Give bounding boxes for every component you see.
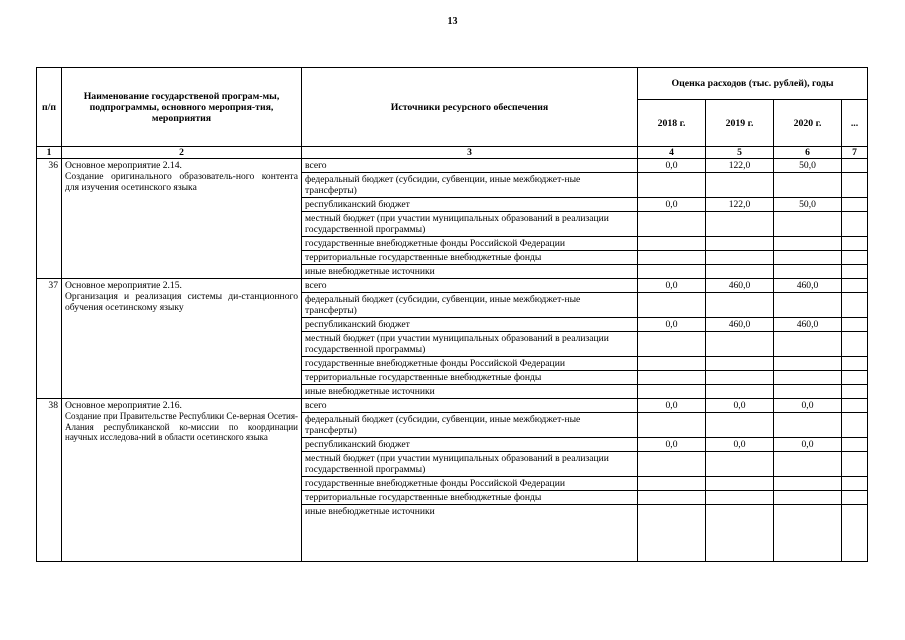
funding-source: территориальные государственные внебюджетные фонды (302, 251, 638, 265)
activity-name-cell (62, 159, 302, 279)
index-cell: 4 (638, 147, 706, 159)
funding-source: местный бюджет (при участии муниципальных образований в реализации государственной программы) (302, 452, 638, 477)
amount-cell (706, 293, 774, 318)
amount-cell (774, 371, 842, 385)
amount-cell (774, 332, 842, 357)
index-cell: 3 (302, 147, 638, 159)
funding-source: федеральный бюджет (субсидии, субвенции, иные межбюджет-ные трансферты) (302, 413, 638, 438)
amount-cell: 460,0 (706, 318, 774, 332)
amount-cell: 0,0 (706, 438, 774, 452)
funding-source: республиканский бюджет (302, 318, 638, 332)
index-cell: 1 (37, 147, 62, 159)
amount-cell (842, 357, 868, 371)
amount-cell: 122,0 (706, 198, 774, 212)
amount-cell (638, 265, 706, 279)
amount-cell (706, 237, 774, 251)
header-year: ... (842, 100, 868, 147)
amount-cell: 0,0 (774, 438, 842, 452)
header-estimate: Оценка расходов (тыс. рублей), годы (638, 68, 868, 100)
amount-cell (842, 212, 868, 237)
header-num: п/п (37, 68, 62, 147)
amount-cell (774, 413, 842, 438)
index-cell: 7 (842, 147, 868, 159)
amount-cell (706, 371, 774, 385)
amount-cell (774, 491, 842, 505)
header-row-1 (37, 68, 868, 100)
amount-cell: 0,0 (638, 399, 706, 413)
funding-source: республиканский бюджет (302, 438, 638, 452)
amount-cell (842, 318, 868, 332)
amount-cell (842, 159, 868, 173)
row-number: 38 (37, 399, 62, 562)
row-number: 37 (37, 279, 62, 399)
amount-cell (842, 477, 868, 491)
amount-cell (706, 212, 774, 237)
amount-cell: 460,0 (774, 318, 842, 332)
amount-cell (774, 173, 842, 198)
funding-source: всего (302, 279, 638, 293)
amount-cell (842, 371, 868, 385)
funding-source: иные внебюджетные источники (302, 385, 638, 399)
amount-cell: 460,0 (774, 279, 842, 293)
table-row (37, 159, 868, 173)
amount-cell (638, 173, 706, 198)
amount-cell (638, 477, 706, 491)
amount-cell: 0,0 (638, 279, 706, 293)
amount-cell (774, 265, 842, 279)
funding-source: иные внебюджетные источники (302, 505, 638, 562)
amount-cell: 50,0 (774, 159, 842, 173)
amount-cell (842, 251, 868, 265)
amount-cell: 0,0 (638, 438, 706, 452)
amount-cell (706, 477, 774, 491)
amount-cell: 50,0 (774, 198, 842, 212)
amount-cell (774, 505, 842, 562)
index-cell: 5 (706, 147, 774, 159)
amount-cell (706, 413, 774, 438)
amount-cell (638, 491, 706, 505)
funding-source: всего (302, 159, 638, 173)
amount-cell (774, 452, 842, 477)
amount-cell: 0,0 (706, 399, 774, 413)
activity-description: Организация и реализация системы ди-станционного обучения осетинскому языку (65, 291, 298, 313)
funding-source: государственные внебюджетные фонды Российской Федерации (302, 477, 638, 491)
amount-cell: 122,0 (706, 159, 774, 173)
amount-cell (706, 452, 774, 477)
amount-cell (842, 293, 868, 318)
funding-source: федеральный бюджет (субсидии, субвенции, иные межбюджет-ные трансферты) (302, 293, 638, 318)
header-year: 2019 г. (706, 100, 774, 147)
amount-cell (842, 237, 868, 251)
amount-cell (842, 452, 868, 477)
row-number: 36 (37, 159, 62, 279)
funding-source: государственные внебюджетные фонды Российской Федерации (302, 357, 638, 371)
page-number: 13 (447, 16, 458, 27)
table-row (37, 279, 868, 293)
amount-cell: 0,0 (774, 399, 842, 413)
amount-cell: 0,0 (638, 318, 706, 332)
amount-cell (774, 477, 842, 491)
amount-cell (638, 251, 706, 265)
amount-cell (706, 491, 774, 505)
funding-source: всего (302, 399, 638, 413)
activity-description: Создание оригинального образователь-ного контента для изучения осетинского языка (65, 171, 298, 193)
amount-cell (638, 332, 706, 357)
amount-cell (638, 212, 706, 237)
amount-cell (706, 173, 774, 198)
amount-cell (842, 173, 868, 198)
funding-source: территориальные государственные внебюджетные фонды (302, 371, 638, 385)
amount-cell (638, 385, 706, 399)
budget-table (36, 67, 868, 562)
amount-cell (842, 198, 868, 212)
amount-cell (706, 357, 774, 371)
table-row (37, 399, 868, 413)
amount-cell (842, 265, 868, 279)
amount-cell (638, 413, 706, 438)
header-year: 2018 г. (638, 100, 706, 147)
amount-cell (842, 399, 868, 413)
table-body (37, 159, 868, 562)
amount-cell (774, 293, 842, 318)
amount-cell (638, 505, 706, 562)
index-cell: 6 (774, 147, 842, 159)
amount-cell (706, 251, 774, 265)
index-cell: 2 (62, 147, 302, 159)
funding-source: республиканский бюджет (302, 198, 638, 212)
amount-cell: 460,0 (706, 279, 774, 293)
funding-source: государственные внебюджетные фонды Российской Федерации (302, 237, 638, 251)
amount-cell (706, 505, 774, 562)
funding-source: иные внебюджетные источники (302, 265, 638, 279)
amount-cell: 0,0 (638, 159, 706, 173)
amount-cell (706, 332, 774, 357)
amount-cell (842, 332, 868, 357)
header-name: Наименование государственой програм-мы, подпрограммы, основного мероприя-тия, мероприятия (62, 68, 302, 147)
amount-cell (638, 452, 706, 477)
amount-cell (638, 357, 706, 371)
amount-cell (774, 251, 842, 265)
header-year: 2020 г. (774, 100, 842, 147)
header-sources: Источники ресурсного обеспечения (302, 68, 638, 147)
amount-cell (706, 265, 774, 279)
amount-cell (774, 385, 842, 399)
amount-cell (842, 505, 868, 562)
funding-source: территориальные государственные внебюджетные фонды (302, 491, 638, 505)
activity-name-cell (62, 279, 302, 399)
amount-cell (638, 371, 706, 385)
activity-title: Основное мероприятие 2.14. (65, 160, 182, 171)
amount-cell (842, 279, 868, 293)
funding-source: федеральный бюджет (субсидии, субвенции, иные межбюджет-ные трансферты) (302, 173, 638, 198)
activity-name-cell (62, 399, 302, 562)
amount-cell (842, 413, 868, 438)
amount-cell (842, 438, 868, 452)
activity-title: Основное мероприятие 2.15. (65, 280, 182, 291)
amount-cell (638, 237, 706, 251)
index-row (37, 147, 868, 159)
funding-source: местный бюджет (при участии муниципальных образований в реализации государственной программы) (302, 332, 638, 357)
amount-cell (706, 385, 774, 399)
amount-cell (638, 293, 706, 318)
amount-cell (774, 357, 842, 371)
activity-title: Основное мероприятие 2.16. (65, 400, 182, 411)
amount-cell: 0,0 (638, 198, 706, 212)
amount-cell (774, 237, 842, 251)
amount-cell (842, 491, 868, 505)
funding-source: местный бюджет (при участии муниципальных образований в реализации государственной программы) (302, 212, 638, 237)
amount-cell (842, 385, 868, 399)
amount-cell (774, 212, 842, 237)
activity-description: Создание при Правительстве Республики Се-верная Осетия-Алания республиканской ко-миссии по координации научных исследова-ний в области осетинского языка (65, 411, 298, 442)
